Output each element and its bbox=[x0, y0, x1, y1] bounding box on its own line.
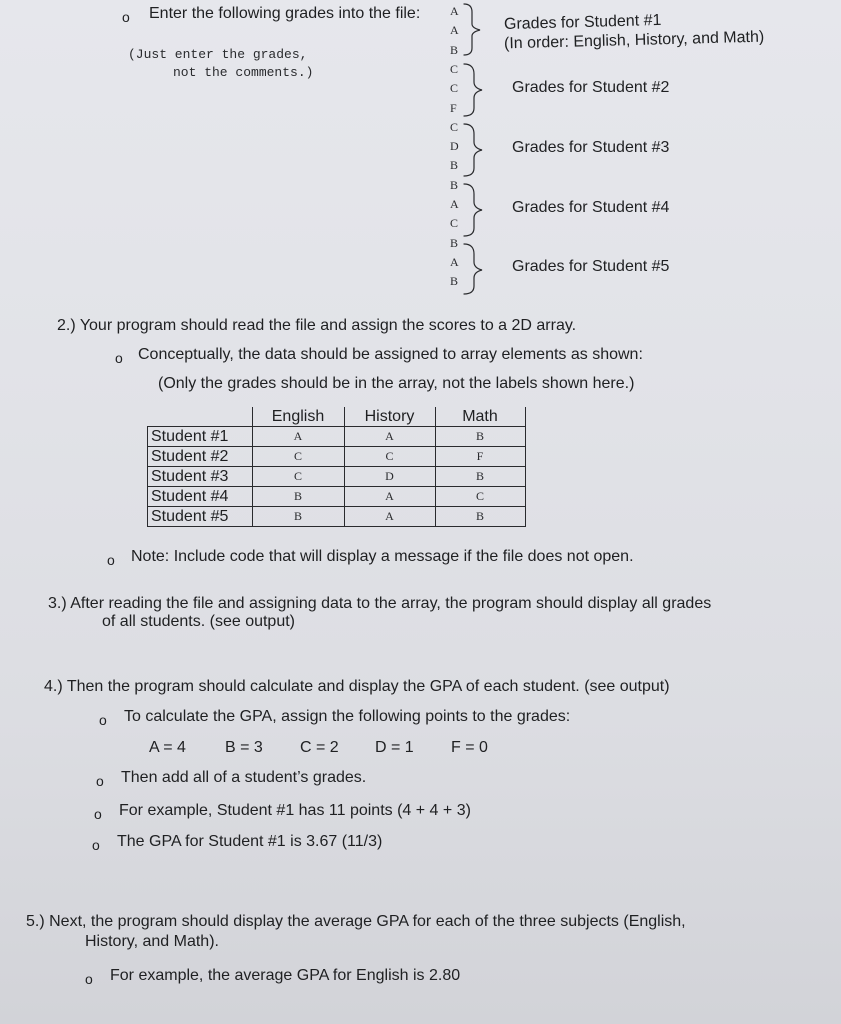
student1-order-note: (In order: English, History, and Math) bbox=[503, 28, 765, 53]
grade-cell: A bbox=[344, 507, 435, 527]
student1-grades-label: Grades for Student #1 bbox=[503, 11, 662, 34]
student4-grades-label: Grades for Student #4 bbox=[512, 199, 670, 216]
grade-cell: A bbox=[344, 487, 435, 507]
file-grade-entry: C bbox=[450, 81, 459, 96]
grade-cell: C bbox=[252, 447, 344, 467]
file-grade-entry: A bbox=[450, 4, 459, 18]
file-grade-entry: B bbox=[450, 235, 459, 250]
file-grade-entry: F bbox=[450, 100, 457, 115]
file-grade-entry: C bbox=[450, 216, 459, 231]
file-grade-entry: B bbox=[450, 158, 459, 173]
bullet-marker: o bbox=[115, 350, 123, 366]
file-grade-entry: A bbox=[450, 23, 459, 38]
grade-cell: A bbox=[344, 427, 435, 447]
step2-file-open-note: Note: Include code that will display a message if the file does not open. bbox=[131, 548, 634, 565]
grade-cell: B bbox=[252, 487, 344, 507]
row-label: Student #5 bbox=[148, 507, 253, 527]
grade-cell: D bbox=[344, 467, 435, 487]
grade-cell: C bbox=[252, 467, 344, 487]
step4-bullet3: For example, Student #1 has 11 points (4 + 4 + 3) bbox=[119, 802, 471, 819]
bullet-marker: o bbox=[92, 837, 100, 853]
row-label: Student #3 bbox=[148, 467, 253, 487]
bullet-marker: o bbox=[99, 712, 107, 728]
file-grade-entry: C bbox=[450, 61, 459, 76]
file-grade-entry: C bbox=[450, 119, 459, 134]
grade-cell: C bbox=[344, 447, 435, 467]
step4-bullet4: The GPA for Student #1 is 3.67 (11/3) bbox=[117, 833, 383, 850]
row-label: Student #1 bbox=[148, 427, 253, 447]
step5-line2: History, and Math). bbox=[85, 933, 219, 950]
row-label: Student #2 bbox=[148, 447, 253, 467]
header-math: Math bbox=[435, 407, 525, 427]
bullet-marker: o bbox=[85, 971, 93, 987]
grade-cell: A bbox=[252, 427, 344, 447]
table-row bbox=[148, 507, 526, 527]
step2-bullet1-sub: (Only the grades should be in the array, not the labels shown here.) bbox=[158, 375, 635, 392]
step2-bullet1: Conceptually, the data should be assigned to array elements as shown: bbox=[138, 346, 643, 363]
grade-cell: C bbox=[435, 487, 525, 507]
step2-title: 2.) Your program should read the file and assign the scores to a 2D array. bbox=[57, 317, 577, 334]
grade-cell: F bbox=[435, 447, 525, 467]
header-english: English bbox=[252, 407, 344, 427]
points-f: F = 0 bbox=[451, 739, 488, 756]
file-grade-entry: A bbox=[450, 197, 459, 211]
step3-line2: of all students. (see output) bbox=[102, 613, 295, 630]
points-b: B = 3 bbox=[225, 739, 263, 756]
grade-cell: B bbox=[435, 507, 525, 527]
file-grade-entry: B bbox=[450, 274, 459, 289]
row-label: Student #4 bbox=[148, 487, 253, 507]
step4-bullet2: Then add all of a student’s grades. bbox=[121, 769, 367, 786]
step3-line1: 3.) After reading the file and assigning data to the array, the program should display all grades bbox=[48, 595, 712, 612]
file-grade-entry: B bbox=[450, 42, 459, 57]
file-instruction: Enter the following grades into the file: bbox=[149, 5, 421, 22]
table-row bbox=[148, 447, 526, 467]
student2-grades-label: Grades for Student #2 bbox=[512, 79, 670, 96]
step5-bullet1: For example, the average GPA for English is 2.80 bbox=[110, 967, 461, 984]
grade-cell: B bbox=[435, 427, 525, 447]
curly-brace-decoration bbox=[456, 0, 496, 300]
student3-grades-label: Grades for Student #3 bbox=[512, 139, 670, 156]
student5-grades-label: Grades for Student #5 bbox=[512, 258, 670, 275]
file-grade-entry: A bbox=[450, 254, 459, 269]
comment-note-line1: (Just enter the grades, bbox=[128, 47, 308, 62]
step5-line1: 5.) Next, the program should display the average GPA for each of the three subjects (English, bbox=[26, 913, 686, 930]
grade-cell: B bbox=[435, 467, 525, 487]
file-grade-entry: B bbox=[450, 177, 459, 192]
table-row bbox=[148, 467, 526, 487]
comment-note-line2: not the comments.) bbox=[173, 65, 314, 80]
file-grade-entry: D bbox=[450, 139, 459, 154]
points-d: D = 1 bbox=[375, 739, 414, 756]
bullet-marker: o bbox=[107, 552, 115, 568]
table-corner bbox=[148, 407, 253, 427]
step4-bullet1: To calculate the GPA, assign the following points to the grades: bbox=[124, 708, 571, 725]
table-row bbox=[148, 427, 526, 447]
bullet-marker: o bbox=[94, 806, 102, 822]
header-history: History bbox=[344, 407, 435, 427]
grade-cell: B bbox=[252, 507, 344, 527]
bullet-marker: o bbox=[122, 9, 130, 25]
grades-2d-array-table bbox=[147, 407, 526, 527]
points-c: C = 2 bbox=[300, 739, 339, 756]
bullet-marker: o bbox=[96, 773, 104, 789]
step4-title: 4.) Then the program should calculate and display the GPA of each student. (see output) bbox=[44, 678, 670, 695]
table-row bbox=[148, 487, 526, 507]
points-a: A = 4 bbox=[149, 739, 186, 756]
